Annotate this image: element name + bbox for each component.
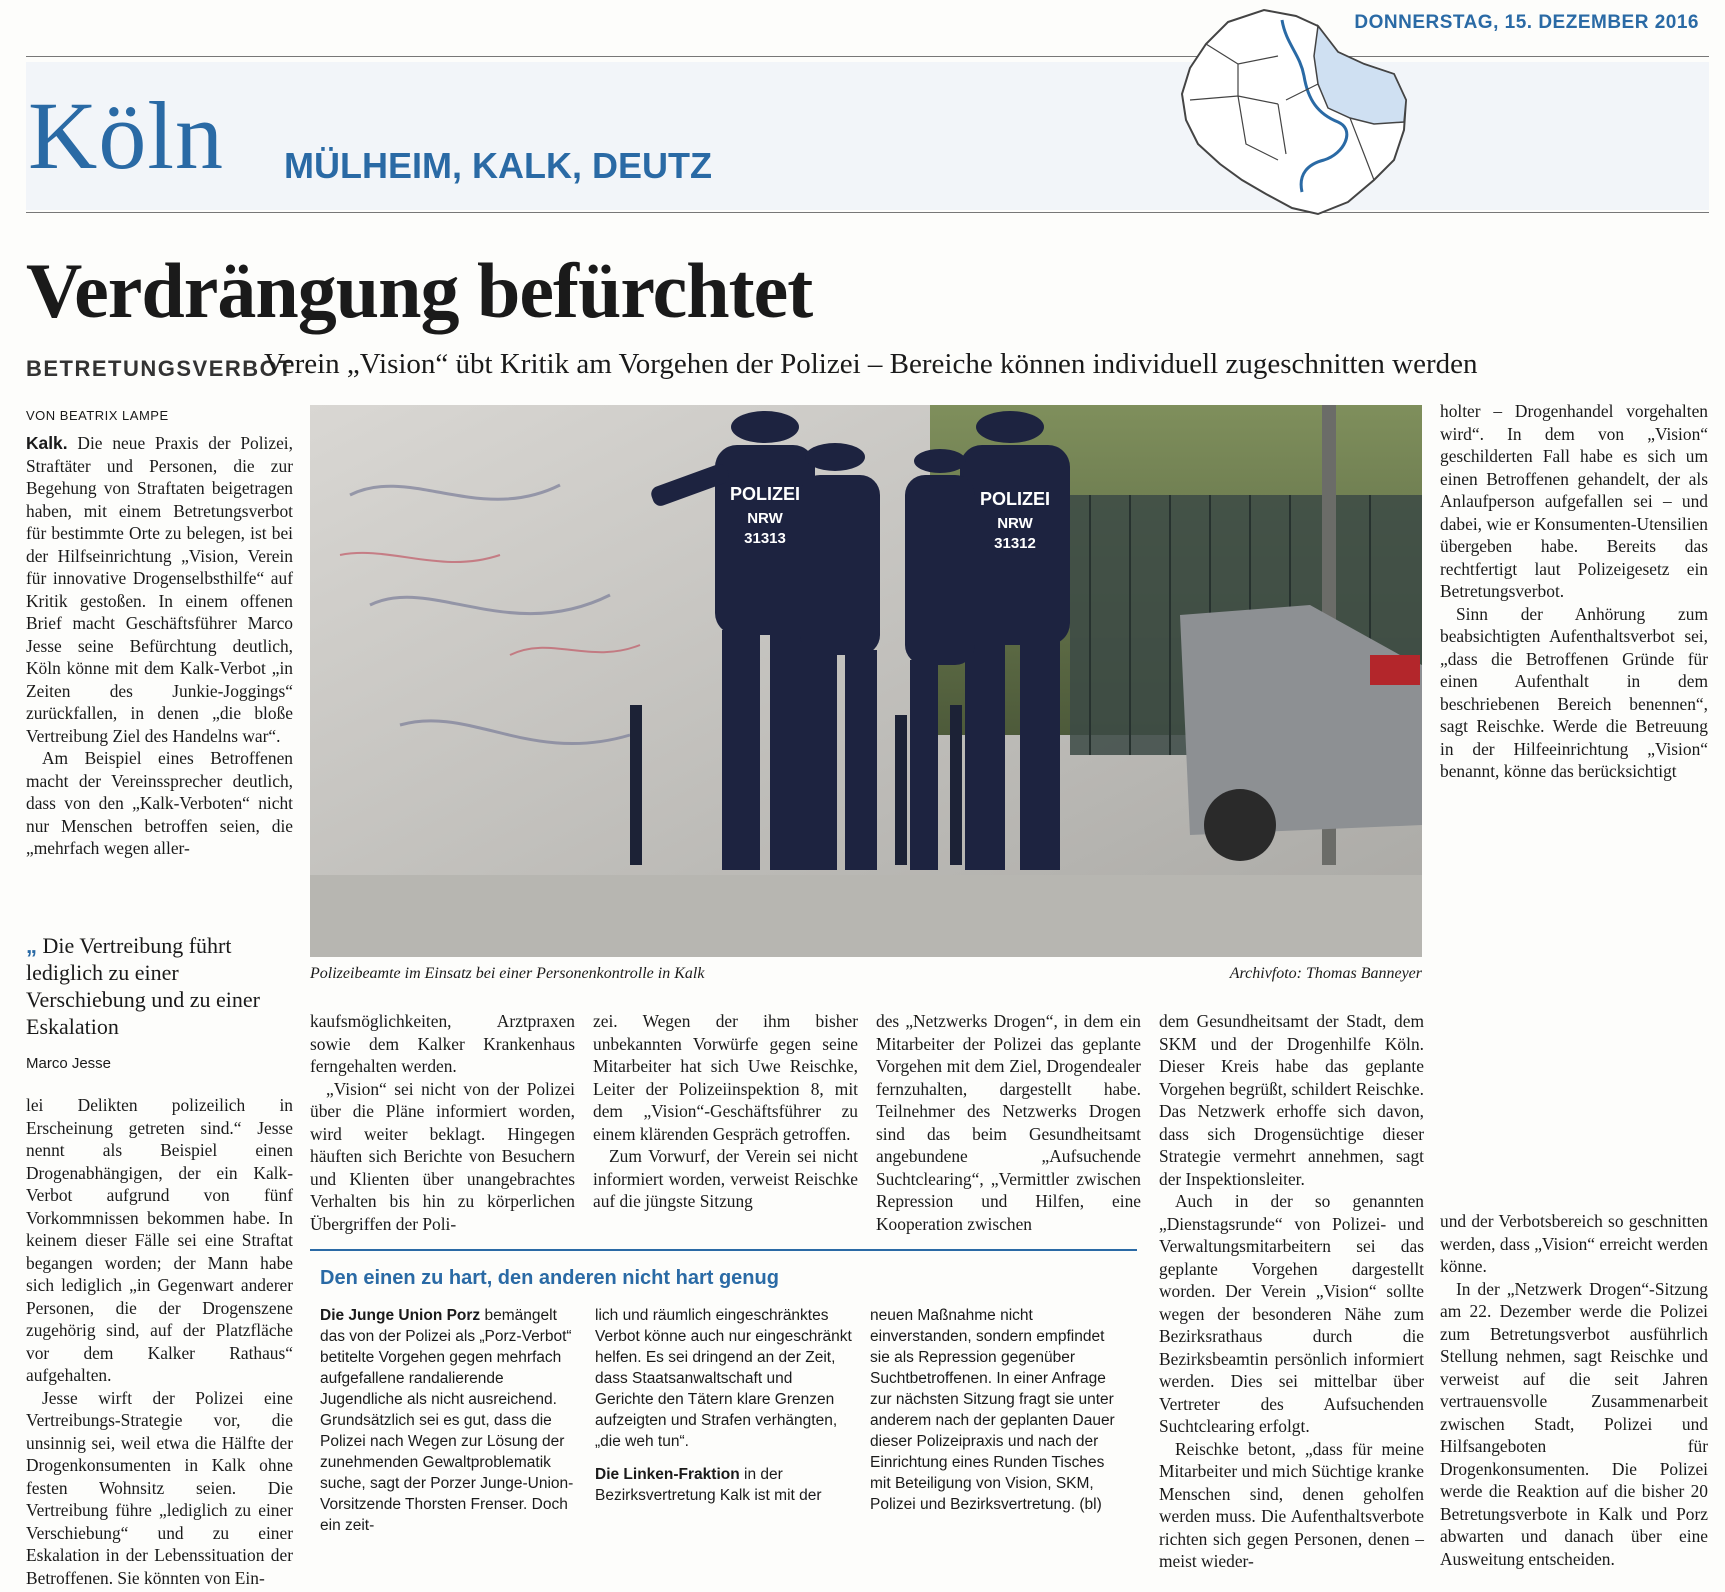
dateline: Kalk.	[26, 433, 68, 453]
sidebar-title: Den einen zu hart, den anderen nicht hart genug	[320, 1267, 779, 1289]
paragraph: lei Delikten polizeilich in Erscheinung getreten sind.“ Jesse nennt als Beispiel einen Drogenabhängigen, der ein Kalk-Verbot aufgrund von fünf Vorkommnissen bekommen habe. In keinem dieser Fälle sei eine Straftat begangen worden; der Mann habe sich lediglich „in Gegenwart anderer Personen, die der Drogenszene zugehörig sind, auf der Platzfläche vor dem Kalker Rathaus“ aufgehalten.	[26, 1095, 293, 1385]
svg-text:NRW: NRW	[997, 515, 1033, 532]
svg-text:NRW: NRW	[747, 510, 783, 527]
article-column-4	[876, 1010, 1141, 1235]
article-column-6	[1440, 400, 1708, 783]
section-city-title: Köln	[28, 82, 224, 189]
paragraph: Auch in der so genannten „Dienstagsrunde“ von Polizei- und Verwaltungsmitarbeitern sei das geplante Vorgehen dargestellt worden. Der Verein „Vision“ sollte wegen der besonderen Nähe zum Bezirksrathaus durch die Bezirksbeamtin persönlich informiert werden. Dies sei mittelbar über Vertreter des Aufsuchenden Suchtclearing erfolgt.	[1159, 1191, 1424, 1436]
paragraph: kaufsmöglichkeiten, Arztpraxen sowie dem Kalker Krankenhaus ferngehalten werden.	[310, 1011, 575, 1076]
pull-quote-author: Marco Jesse	[26, 1055, 112, 1072]
sidebar-lead-2: Die Linken-Fraktion	[595, 1466, 740, 1483]
sidebar-column-3: neuen Maßnahme nicht einverstanden, sondern empfindet sie als Repression gegenüber Suchtbetroffenen. In einer Anfrage zur nächsten Sitzung fragt sie unter anderem nach der geplanten Dauer dieser Polizeipraxis und nach der Einrichtung eines Runden Tisches mit Beteiligung von Vision, SKM, Polizei und Bezirksvertretung. (bl)	[870, 1307, 1115, 1513]
kicker: BETRETUNGSVERBOT	[26, 356, 294, 381]
sidebar-lead-1: Die Junge Union Porz	[320, 1307, 481, 1324]
pull-quote: „ Die Vertreibung führt lediglich zu einer Verschiebung und zu einer Eskalation	[26, 933, 260, 1039]
section-districts: MÜLHEIM, KALK, DEUTZ	[284, 145, 712, 186]
paragraph: Sinn der Anhörung zum beabsichtigten Aufenthaltsverbot sei, „dass die Betroffenen Gründe für einen Aufenthalt in dem beschriebenen Bereich benennen“, sagt Reischke. Werde die Betreuung in der Hilfeeinrichtung „Vision“ benannt, könne das berücksichtigt	[1440, 603, 1708, 781]
header-top-rule	[26, 56, 1709, 57]
paragraph: des „Netzwerks Drogen“, in dem ein Mitarbeiter der Polizei das geplante Vorgehen mit dem Ziel, Drogendealer fernzuhalten, dargestellt habe. Teilnehmer des Netzwerks Drogen sind das beim Gesundheitsamt angebundene „Aufsuchende Suchtclearing“, „Vermittler zwischen Repression und Hilfen, eine Kooperation zwischen	[876, 1011, 1141, 1234]
police-photo-illustration	[310, 405, 1422, 957]
article-column-3	[593, 1010, 858, 1213]
paragraph: Am Beispiel eines Betroffenen macht der Vereinssprecher deutlich, dass von den „Kalk-Verboten“ nicht nur Menschen betroffen seien, die „mehrfach wegen aller-	[26, 748, 293, 858]
news-photo	[310, 405, 1422, 957]
byline: VON BEATRIX LAMPE	[26, 408, 169, 423]
paragraph: zei. Wegen der ihm bisher unbekannten Vorwürfe gegen seine Mitarbeiter hat sich Uwe Reischke, Leiter der Polizeiinspektion 8, mit dem „Vision“-Geschäftsführer zu einem klärenden Gespräch getroffen.	[593, 1011, 858, 1144]
sidebar-column-1: Die Junge Union Porz bemängelt das von der Polizei als „Porz-Verbot“ betitelte Vorgehen gegen mehrfach aufgefallene randalierende Jugendliche als nicht ausreichend. Grundsätzlich sei es gut, dass die Polizei nach Wegen zur Lösung der zunehmenden Gewaltproblematik suche, sagt der Porzer Junge-Union-Vorsitzende Thorsten Frenser. Doch ein zeit-	[320, 1307, 574, 1534]
article-column-2	[310, 1010, 575, 1235]
issue-date: DONNERSTAG, 15. DEZEMBER 2016	[1354, 12, 1699, 33]
paragraph: „Vision“ sei nicht von der Polizei über die Pläne informiert worden, wird weiter beklagt. Hingegen häuften sich Berichte von Besuchern und Klienten über unangebrachtes Verhalten bis hin zu körperlichen Übergriffen der Poli-	[310, 1078, 575, 1234]
article-column-5	[1159, 1010, 1424, 1573]
officer-number-1: 31313	[744, 530, 786, 547]
paragraph: Jesse wirft der Polizei eine Vertreibungs-Strategie vor, die unsinnig sei, weil etwa die Hälfte der Drogenkonsumenten in Kalk ohne festen Wohnsitz seien. Die Vertreibung führe „lediglich zu einer Verschiebung“ und zu einer Eskalation in der Lebenssituation der Betroffenen. Sie könnten von Ein-	[26, 1387, 293, 1588]
article-column-1b	[26, 1094, 293, 1589]
article-column-1	[26, 432, 293, 860]
paragraph: Reischke betont, „dass für meine Mitarbeiter und mich Süchtige kranke Menschen sind, denen geholfen werden muss. Die Aufenthaltsverbote richten sich gegen Personen, denen – meist wieder-	[1159, 1438, 1424, 1571]
paragraph: In der „Netzwerk Drogen“-Sitzung am 22. Dezember werde die Polizei zum Betretungsverbot ausführlich Stellung nehmen, sagt Reischke und verweist auf die seit Jahren vertrauensvolle Zusammenarbeit zwischen Stadt, Polizei und Hilfsangeboten für Drogenkonsumenten. Die Polizei werde die Reaktion auf die bisher 20 Betretungsverbote in Kalk und Porz abwarten und danach über eine Ausweitung entscheiden.	[1440, 1278, 1708, 1569]
paragraph: holter – Drogenhandel vorgehalten wird“. In dem von „Vision“ geschilderten Fall habe es sich um einen Betroffenen gehandelt, der als Anlaufperson aufgefallen sei – und dabei, wie er Konsumenten-Utensilien übergeben habe. Bereits das rechtfertigt laut Polizeigesetz ein Betretungsverbot.	[1440, 401, 1708, 601]
photo-credit: Archivfoto: Thomas Banneyer	[1229, 965, 1422, 982]
photo-caption: Polizeibeamte im Einsatz bei einer Personenkontrolle in Kalk	[310, 965, 705, 982]
headline: Verdrängung befürchtet	[26, 247, 813, 334]
paragraph: Zum Vorwurf, der Verein sei nicht informiert worden, verweist Reischke auf die jüngste Sitzung	[593, 1146, 858, 1211]
paragraph: und der Verbotsbereich so geschnitten werden, dass „Vision“ erreicht werden könne.	[1440, 1211, 1708, 1276]
header-band	[26, 62, 1709, 210]
cologne-district-map	[1168, 4, 1430, 216]
pull-quote-text: Die Vertreibung führt lediglich zu einer Verschiebung und zu einer Eskalation	[26, 933, 260, 1039]
subheadline: Verein „Vision“ übt Kritik am Vorgehen der Polizei – Bereiche können individuell zugeschnitten werden	[264, 348, 1478, 380]
vest-label-2: POLIZEI	[979, 489, 1051, 509]
vest-label-1: POLIZEI	[729, 484, 801, 504]
article-column-6b	[1440, 1210, 1708, 1570]
officer-number-2: 31312	[994, 535, 1036, 552]
paragraph: Die neue Praxis der Polizei, Straftäter und Personen, die zur Begehung von Straftaten beigetragen haben, mit einem Betretungsverbot für bestimmte Orte zu belegen, ist bei der Hilfseinrichtung „Vision, Verein für innovative Drogenselbsthilfe“ auf Kritik gestoßen. In einem offenen Brief macht Geschäftsführer Marco Jesse seine Befürchtung deutlich, Köln könne mit dem Kalk-Verbot „in Zeiten des Junkie-Joggings“ zurückfallen, in denen „die bloße Vertreibung Ziel des Handelns war“.	[26, 433, 293, 746]
sidebar-column-2: lich und räumlich eingeschränktes Verbot könne auch nur eingeschränkt helfen. Es sei dringend an der Zeit, dass Staatsanwaltschaft und Gerichte den Tätern klare Grenzen aufzeigten und Strafen verhängten, „die weh tun“. Die Linken-Fraktion in der Bezirksvertretung Kalk ist mit der	[595, 1307, 852, 1504]
sidebar-box-rule	[310, 1249, 1137, 1251]
paragraph: dem Gesundheitsamt der Stadt, dem SKM und der Drogenhilfe Köln. Dieser Kreis habe das geplante Vorgehen begrüßt, schildert Reischke. Das Netzwerk erhoffe sich davon, dass sich Drogensüchtige dieser Strategie vermehrt annehmen, sagt der Inspektionsleiter.	[1159, 1011, 1424, 1189]
header-bottom-rule	[26, 212, 1709, 213]
